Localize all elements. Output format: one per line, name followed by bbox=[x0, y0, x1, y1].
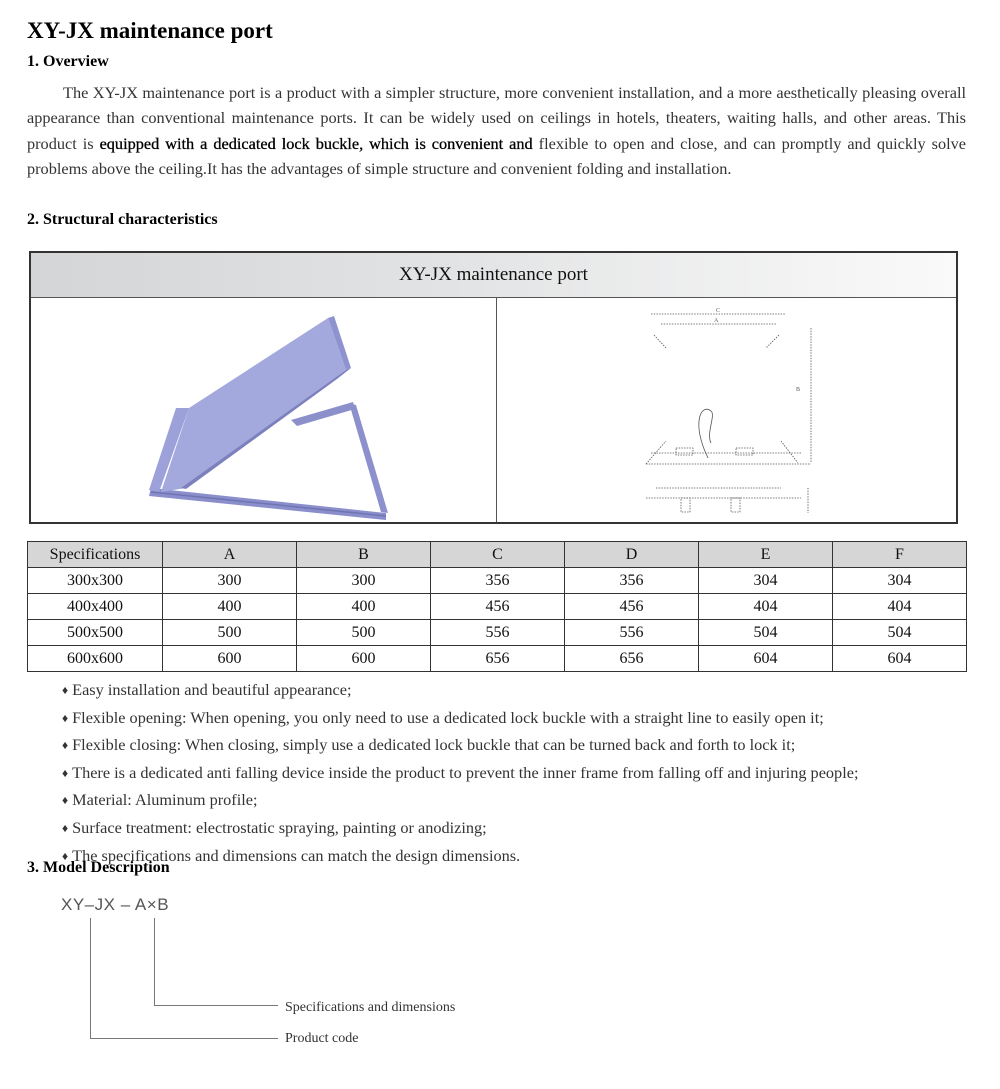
table-cell: 400 bbox=[297, 594, 431, 620]
table-row bbox=[28, 646, 967, 672]
table-cell: 404 bbox=[699, 594, 833, 620]
overview-heading: 1. Overview bbox=[27, 53, 109, 70]
column-header: Specifications bbox=[28, 542, 163, 568]
feature-text: Flexible closing: When closing, simply use a dedicated lock buckle that can be turned back and forth to lock it; bbox=[72, 735, 796, 755]
table-cell: 300x300 bbox=[28, 568, 163, 594]
list-item bbox=[62, 815, 858, 843]
diamond-bullet-icon: ♦ bbox=[62, 683, 69, 697]
list-item bbox=[62, 760, 858, 788]
spec-dimensions-label: Specifications and dimensions bbox=[285, 1000, 456, 1015]
maintenance-port-photo-icon bbox=[141, 308, 391, 528]
svg-text:A: A bbox=[714, 318, 719, 324]
table-cell: 600x600 bbox=[28, 646, 163, 672]
table-cell: 656 bbox=[431, 646, 565, 672]
table-cell: 500 bbox=[297, 620, 431, 646]
column-header: A bbox=[163, 542, 297, 568]
spec-connector-horizontal bbox=[154, 1005, 278, 1006]
product-connector-vertical bbox=[90, 918, 91, 1039]
table-cell: 304 bbox=[833, 568, 967, 594]
column-header: C bbox=[431, 542, 565, 568]
diamond-bullet-icon: ♦ bbox=[62, 793, 69, 808]
structure-box bbox=[29, 251, 958, 524]
feature-text: Easy installation and beautiful appearance; bbox=[72, 680, 352, 699]
table-cell: 500x500 bbox=[28, 620, 163, 646]
table-cell: 300 bbox=[163, 568, 297, 594]
feature-text: The specifications and dimensions can match the design dimensions. bbox=[72, 845, 521, 865]
svg-text:B: B bbox=[796, 387, 801, 393]
specifications-table bbox=[27, 541, 967, 672]
table-cell: 400 bbox=[163, 594, 297, 620]
feature-text: There is a dedicated anti falling device inside the product to prevent the inner frame from falling off and injuring people; bbox=[72, 762, 859, 782]
column-header: F bbox=[833, 542, 967, 568]
structure-box-divider bbox=[496, 297, 497, 522]
table-cell: 504 bbox=[699, 620, 833, 646]
diamond-bullet-icon: ♦ bbox=[62, 848, 69, 863]
table-cell: 400x400 bbox=[28, 594, 163, 620]
model-heading: 3. Model Description bbox=[27, 859, 170, 876]
table-cell: 504 bbox=[833, 620, 967, 646]
features-list bbox=[62, 677, 858, 870]
table-cell: 356 bbox=[565, 568, 699, 594]
overview-text-emphasis: equipped with a dedicated lock buckle, which is convenient and bbox=[99, 133, 533, 153]
overview-paragraph bbox=[27, 80, 966, 182]
table-cell: 656 bbox=[565, 646, 699, 672]
page-title: XY-JX maintenance port bbox=[27, 18, 273, 43]
table-cell: 456 bbox=[431, 594, 565, 620]
structure-box-title: XY-JX maintenance port bbox=[399, 264, 588, 285]
diamond-bullet-icon: ♦ bbox=[62, 765, 69, 780]
model-code: XY–JX – A×B bbox=[61, 895, 170, 914]
table-header-row bbox=[28, 542, 967, 568]
table-cell: 556 bbox=[565, 620, 699, 646]
list-item bbox=[62, 843, 858, 871]
table-cell: 604 bbox=[699, 646, 833, 672]
product-code-label: Product code bbox=[285, 1031, 359, 1046]
list-item bbox=[62, 705, 858, 733]
table-row bbox=[28, 620, 967, 646]
table-cell: 456 bbox=[565, 594, 699, 620]
table-row bbox=[28, 568, 967, 594]
list-item bbox=[62, 677, 858, 705]
structural-heading: 2. Structural characteristics bbox=[27, 211, 218, 228]
feature-text: Material: Aluminum profile; bbox=[72, 790, 258, 810]
product-connector-horizontal bbox=[90, 1038, 278, 1039]
table-cell: 500 bbox=[163, 620, 297, 646]
table-cell: 556 bbox=[431, 620, 565, 646]
table-row bbox=[28, 594, 967, 620]
diamond-bullet-icon: ♦ bbox=[62, 738, 69, 753]
column-header: D bbox=[565, 542, 699, 568]
structure-box-header bbox=[31, 253, 956, 298]
feature-text: Surface treatment: electrostatic spraying, painting or anodizing; bbox=[72, 817, 487, 837]
diamond-bullet-icon: ♦ bbox=[62, 820, 69, 835]
table-cell: 600 bbox=[297, 646, 431, 672]
overview-text-1: The XY-JX maintenance port is a product with a simpler structure, more convenient installation, and a more aesthetically pleasing overall appearance than conventional maintenance ports. It can be widely used on ceilings in hotels, theaters, waiting halls, and other areas. This product is bbox=[27, 83, 966, 153]
feature-text: Flexible opening: When opening, you only need to use a dedicated lock buckle with a straight line to easily open it; bbox=[72, 707, 824, 727]
technical-drawing-icon bbox=[636, 303, 846, 523]
column-header: B bbox=[297, 542, 431, 568]
overview-text-2: flexible to open and close, and can promptly and quickly solve problems above the ceiling.It has the advantages of simple structure and convenient folding and installation. bbox=[27, 133, 966, 179]
table-cell: 404 bbox=[833, 594, 967, 620]
table-cell: 604 bbox=[833, 646, 967, 672]
list-item bbox=[62, 787, 858, 815]
table-cell: 356 bbox=[431, 568, 565, 594]
diamond-bullet-icon: ♦ bbox=[62, 710, 69, 725]
table-cell: 304 bbox=[699, 568, 833, 594]
table-cell: 600 bbox=[163, 646, 297, 672]
list-item bbox=[62, 732, 858, 760]
spec-connector-vertical bbox=[154, 918, 155, 1005]
column-header: E bbox=[699, 542, 833, 568]
svg-text:C: C bbox=[716, 308, 721, 314]
table-cell: 300 bbox=[297, 568, 431, 594]
